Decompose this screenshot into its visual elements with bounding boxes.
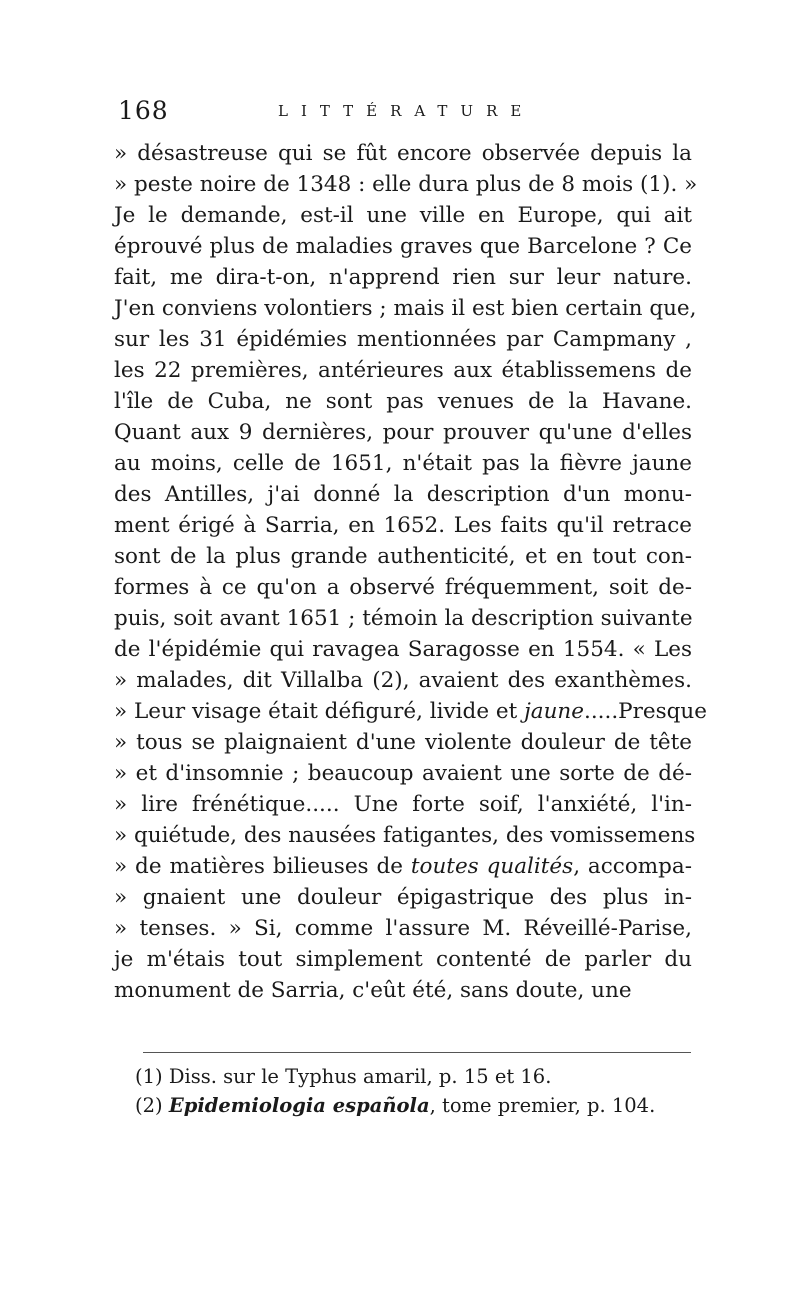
text-line: les 22 premières, antérieures aux établissemens de — [114, 358, 692, 383]
text-line: je m'étais tout simplement contenté de parler du — [114, 947, 692, 972]
text-line: » tenses. » Si, comme l'assure M. Réveillé-Parise, — [114, 916, 692, 941]
text-line: puis, soit avant 1651 ; témoin la description suivante — [114, 606, 693, 631]
text-line: » Leur visage était défiguré, livide et jaune.....Presque — [114, 699, 707, 724]
text-line: » malades, dit Villalba (2), avaient des exanthèmes. — [114, 668, 692, 693]
text-line: J'en conviens volontiers ; mais il est bien certain que, — [114, 296, 697, 321]
text-line: » tous se plaignaient d'une violente douleur de tête — [114, 730, 692, 755]
body-text — [114, 138, 707, 1006]
text-line: » gnaient une douleur épigastrique des plus in- — [114, 885, 692, 910]
text-line: » désastreuse qui se fût encore observée depuis la — [114, 141, 692, 166]
footnote-marker: (2) — [135, 1094, 163, 1117]
text-line: fait, me dira-t-on, n'apprend rien sur leur nature. — [114, 265, 692, 290]
footnote-title: Epidemiologia española — [168, 1094, 430, 1117]
text-line: éprouvé plus de maladies graves que Barcelone ? Ce — [114, 234, 692, 259]
footnote-2 — [135, 1091, 695, 1120]
text-line: monument de Sarria, c'eût été, sans doute, une — [114, 978, 632, 1003]
text-line: l'île de Cuba, ne sont pas venues de la Havane. — [114, 389, 692, 414]
text-line: » quiétude, des nausées fatigantes, des vomissemens — [114, 823, 696, 848]
footnote-text: Diss. sur le Typhus amaril, p. 15 et 16. — [168, 1065, 552, 1088]
footnote-marker: (1) — [135, 1065, 163, 1088]
text-line: ment érigé à Sarria, en 1652. Les faits qu'il retrace — [114, 513, 692, 538]
text-line: » lire frénétique..... Une forte soif, l'anxiété, l'in- — [114, 792, 692, 817]
text-line: sur les 31 épidémies mentionnées par Campmany , — [114, 327, 692, 352]
footnote-1 — [135, 1062, 695, 1091]
running-head: LITTÉRATURE — [278, 102, 535, 120]
text-line: » de matières bilieuses de toutes qualités, accompa- — [114, 854, 693, 879]
text-line: Je le demande, est-il une ville en Europe, qui ait — [114, 203, 692, 228]
page-header — [118, 96, 690, 126]
text-line: au moins, celle de 1651, n'était pas la fièvre jaune — [114, 451, 692, 476]
page-number: 168 — [118, 96, 169, 125]
text-line: formes à ce qu'on a observé fréquemment, soit de- — [114, 575, 692, 600]
text-line: de l'épidémie qui ravagea Saragosse en 1554. « Les — [114, 637, 692, 662]
text-line: sont de la plus grande authenticité, et en tout con- — [114, 544, 692, 569]
text-line: des Antilles, j'ai donné la description d'un monu- — [114, 482, 692, 507]
footnote-text: , tome premier, p. 104. — [429, 1094, 656, 1117]
footnote-rule — [143, 1052, 691, 1053]
text-line: Quant aux 9 dernières, pour prouver qu'une d'elles — [114, 420, 692, 445]
text-line: » et d'insomnie ; beaucoup avaient une sorte de dé- — [114, 761, 692, 786]
text-line: » peste noire de 1348 : elle dura plus de 8 mois (1). » — [114, 172, 698, 197]
footnotes — [135, 1062, 695, 1120]
